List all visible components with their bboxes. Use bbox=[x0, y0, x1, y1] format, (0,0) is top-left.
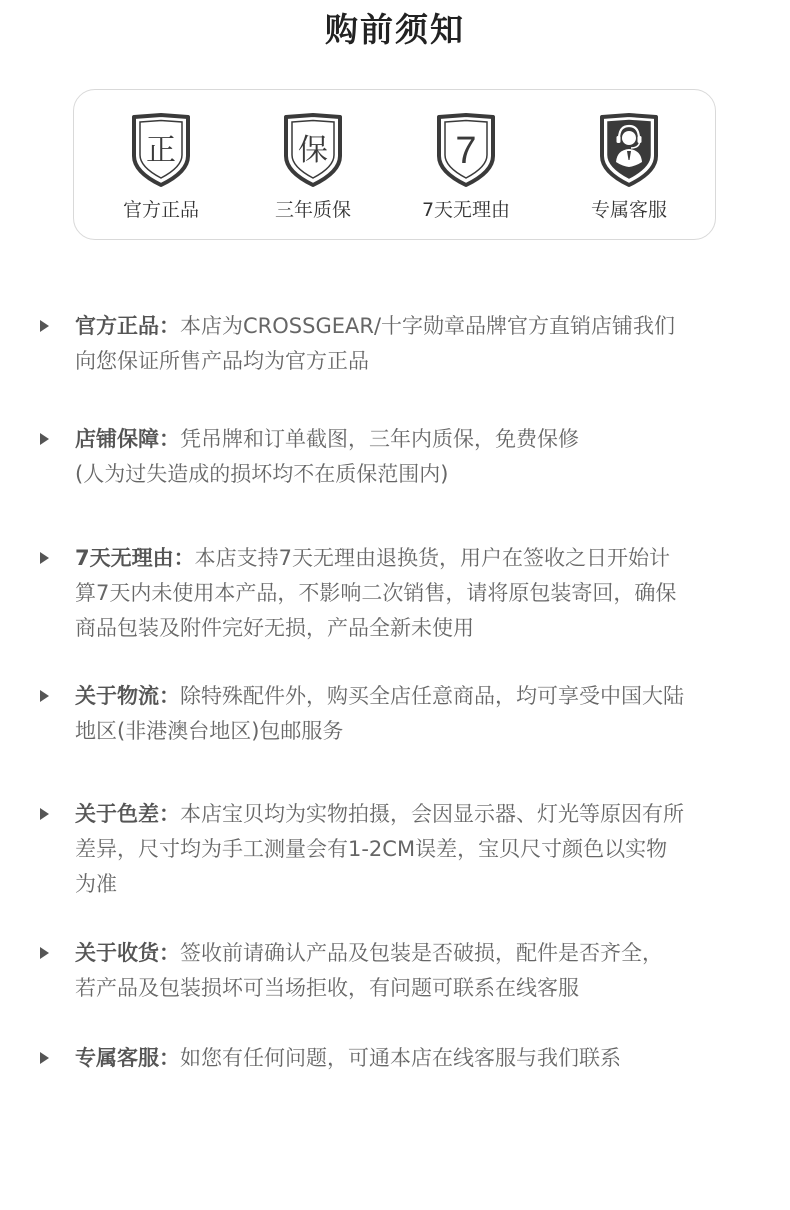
bullet-triangle-icon bbox=[40, 552, 49, 564]
notice-content: 本店宝贝均为实物拍摄，会因显示器、灯光等原因有所 bbox=[180, 802, 684, 826]
notice-line bbox=[75, 936, 755, 971]
notice-label: 7天无理由： bbox=[75, 546, 195, 570]
shield-customer-service-icon bbox=[598, 112, 660, 188]
notice-line bbox=[75, 679, 755, 714]
badge-customer-service bbox=[554, 112, 704, 223]
bullet-triangle-icon bbox=[40, 947, 49, 959]
badge-panel bbox=[73, 89, 716, 240]
notice-text bbox=[75, 541, 755, 646]
bullet-triangle-icon bbox=[40, 1052, 49, 1064]
notice-line bbox=[75, 541, 755, 576]
notice-line: (人为过失造成的损坏均不在质保范围内) bbox=[75, 462, 449, 486]
notice-label: 关于收货： bbox=[75, 941, 180, 965]
shield-seven-icon bbox=[435, 112, 497, 188]
bullet-triangle-icon bbox=[40, 808, 49, 820]
notice-content: 除特殊配件外，购买全店任意商品，均可享受中国大陆 bbox=[180, 684, 684, 708]
bullet-triangle-icon bbox=[40, 433, 49, 445]
badge-official bbox=[86, 112, 236, 223]
shield-bao-icon bbox=[282, 112, 344, 188]
notice-line: 商品包装及附件完好无损，产品全新未使用 bbox=[75, 616, 474, 640]
notice-text bbox=[75, 679, 755, 749]
notice-line: 为准 bbox=[75, 872, 117, 896]
badge-label: 7天无理由 bbox=[421, 199, 511, 221]
notice-content: 本店为CROSSGEAR/十字勋章品牌官方直销店铺我们 bbox=[180, 314, 676, 338]
notice-line: 地区(非港澳台地区)包邮服务 bbox=[75, 719, 344, 743]
notice-line: 向您保证所售产品均为官方正品 bbox=[75, 349, 369, 373]
shield-zheng-icon bbox=[130, 112, 192, 188]
notice-line bbox=[75, 422, 755, 457]
notice-text bbox=[75, 422, 755, 492]
notice-content: 签收前请确认产品及包装是否破损，配件是否齐全， bbox=[180, 941, 663, 965]
notice-label: 官方正品： bbox=[75, 314, 180, 338]
notice-line: 若产品及包装损坏可当场拒收，有问题可联系在线客服 bbox=[75, 976, 579, 1000]
notice-line bbox=[75, 309, 755, 344]
notice-label: 专属客服： bbox=[75, 1046, 180, 1070]
notice-line: 算7天内未使用本产品，不影响二次销售，请将原包装寄回，确保 bbox=[75, 581, 677, 605]
bullet-triangle-icon bbox=[40, 320, 49, 332]
notice-line bbox=[75, 1041, 755, 1076]
notice-text bbox=[75, 1041, 755, 1076]
page-title: 购前须知 bbox=[325, 10, 465, 49]
badge-label: 专属客服 bbox=[590, 199, 667, 221]
bullet-triangle-icon bbox=[40, 690, 49, 702]
notice-label: 店铺保障： bbox=[75, 427, 180, 451]
badge-seven-day bbox=[391, 112, 541, 223]
notice-line bbox=[75, 797, 755, 832]
badge-label: 官方正品 bbox=[122, 199, 199, 221]
notice-line: 差异，尺寸均为手工测量会有1-2CM误差，宝贝尺寸颜色以实物 bbox=[75, 837, 668, 861]
notice-text bbox=[75, 797, 755, 902]
notice-label: 关于物流： bbox=[75, 684, 180, 708]
badge-warranty bbox=[238, 112, 388, 223]
shield-glyph: 正 bbox=[146, 133, 176, 168]
badge-label: 三年质保 bbox=[274, 199, 351, 221]
notice-content: 本店支持7天无理由退换货，用户在签收之日开始计 bbox=[194, 546, 670, 570]
notice-text bbox=[75, 936, 755, 1006]
shield-glyph: 7 bbox=[455, 130, 477, 172]
notice-content: 如您有任何问题，可通本店在线客服与我们联系 bbox=[180, 1046, 621, 1070]
notice-label: 关于色差： bbox=[75, 802, 180, 826]
notice-text bbox=[75, 309, 755, 379]
shield-glyph: 保 bbox=[298, 133, 328, 168]
notice-content: 凭吊牌和订单截图，三年内质保，免费保修 bbox=[180, 427, 579, 451]
